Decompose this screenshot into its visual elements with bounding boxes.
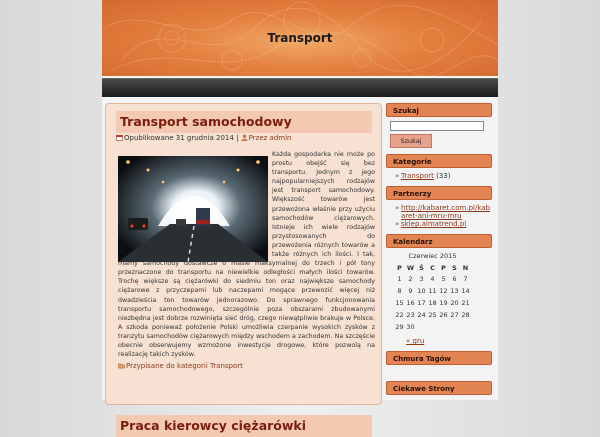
calendar-header-cell: Ś [419,264,424,272]
calendar-day [416,321,427,333]
next-post-title[interactable]: Praca kierowcy ciężarówki [116,415,372,437]
post-meta [116,134,291,142]
post-author[interactable]: Przez admin [248,134,292,142]
calendar-week-row [394,285,471,297]
calendar-day: 6 [452,275,457,283]
calendar-day: 28 [461,311,470,319]
calendar-day: 4 [430,275,435,283]
calendar-day [427,321,438,333]
calendar-day: 7 [463,275,468,283]
post-body-text: Każda gospodarka nie może po prostu obejść się bez transportu. Jednym z jego najpopularniejszych rodzajów jest transport samochodowy. Większość towarów jest przewożona właśnie przy użyciu samochodów ciężarowych. Istnieje ich wiele rodzajów przystosowanych do przewożenia różnych towarów a także różnych ich ilości. I tak, mamy samochody dostawcze o masie maksymalnej do trzech i pół tony przeznaczone do transportu na niewielkie odległości małych ilości towarów. Trochę większe są ciężarówki do siedmiu ton oraz największe samochody ciężarowe z przyczepami lub naczepami mogące przewozić więcej niż dwadzieścia ton towarów jednorazowo. Do sprawnego funkcjonowania transportu samochodowego, szczególnie poza obszarami zbudowanymi niezbędna jest dobrze rozwinięta sieć dróg, czego niewątpliwie brakuje w Polsce. A szkoda ponieważ położenie Polski umożliwia czerpanie wysokich zysków z tranzytu samochodów ciężarowych między wschodem a zachodem. Na szczęście obecnie obserwujemy wzmożone inwestycje drogowe, które pozwolą na realizację takich zysków. [118,151,375,359]
calendar-header-cell: P [441,264,446,272]
calendar-day: 16 [406,299,415,307]
calendar-day: 27 [450,311,459,319]
calendar-day [438,321,449,333]
user-icon [241,134,248,141]
widget-links [386,381,494,395]
post-date: Opublikowane 31 grudnia 2014 [124,134,234,142]
calendar-day: 17 [417,299,426,307]
widget-links-title: Ciekawe Strony [386,381,492,395]
widget-partners [386,186,494,234]
image-spacer [118,150,272,258]
calendar-header-row [394,263,471,273]
post-category-label[interactable]: Przypisane do kategorii Transport [126,362,243,370]
category-count: (33) [436,172,451,180]
widget-partners-title: Partnerzy [386,186,492,200]
widget-calendar [386,234,494,351]
partner-item [395,204,494,220]
search-button[interactable]: Szukaj [390,134,432,148]
calendar-day: 11 [428,287,437,295]
calendar-day: 8 [397,287,402,295]
calendar-day: 26 [439,311,448,319]
calendar-day: 23 [406,311,415,319]
widget-calendar-title: Kalendarz [386,234,492,248]
calendar-caption: Czerwiec 2015 [408,252,457,260]
calendar-day: 5 [441,275,446,283]
widget-tags [386,351,494,381]
calendar-day: 25 [428,311,437,319]
calendar-day: 2 [408,275,413,283]
post-category[interactable] [118,362,243,370]
partner-link-sklep[interactable]: sklep.almatrend.pl [401,220,467,228]
calendar-day: 15 [395,299,404,307]
widget-tags-title: Chmura Tagów [386,351,492,365]
calendar-header-cell: C [430,264,435,272]
calendar-day: 29 [395,323,404,331]
partner-item [395,220,494,228]
widget-categories-title: Kategorie [386,154,492,168]
calendar-header-cell: N [462,264,469,272]
calendar-day: 9 [408,287,413,295]
widget-categories [386,154,494,186]
calendar-week-row [394,309,471,321]
calendar-header-cell: S [452,264,457,272]
calendar-prev-link[interactable]: « gru [406,337,425,345]
partner-link-kabaret[interactable]: http://kabaret.com.pl/kabaret-ani-mru-mru [401,204,490,220]
calendar-day [449,321,460,333]
calendar-day: 22 [395,311,404,319]
calendar-day: 18 [428,299,437,307]
search-input[interactable] [390,121,484,131]
calendar-week-row [394,273,471,285]
widget-search [386,103,494,154]
calendar-day: 30 [406,323,415,331]
sidebar [386,103,494,403]
nav-bar [102,78,498,97]
calendar-week-row [394,297,471,309]
calendar-day: 13 [450,287,459,295]
calendar-icon [116,134,123,141]
category-link[interactable]: Transport [401,172,434,180]
site-header [102,0,498,76]
calendar-day: 1 [397,275,402,283]
widget-search-title: Szukaj [386,103,492,117]
meta-separator: | [236,134,239,142]
folder-icon [118,362,125,369]
calendar-week-row [394,321,471,333]
main-content [105,103,382,433]
calendar-day: 14 [461,287,470,295]
post-title[interactable]: Transport samochodowy [116,111,372,133]
calendar-day: 20 [450,299,459,307]
category-item [395,172,494,180]
site-title[interactable]: Transport [267,31,333,45]
calendar-day: 12 [439,287,448,295]
calendar-header-cell: P [397,264,402,272]
calendar-header-cell: W [406,264,415,272]
calendar-day: 21 [461,299,470,307]
page-wrapper [102,0,498,433]
calendar-table [394,252,471,333]
calendar-day [460,321,471,333]
calendar-day: 10 [417,287,426,295]
calendar-day: 3 [419,275,424,283]
post-body [118,150,375,359]
calendar-day: 24 [417,311,426,319]
calendar-day: 19 [439,299,448,307]
